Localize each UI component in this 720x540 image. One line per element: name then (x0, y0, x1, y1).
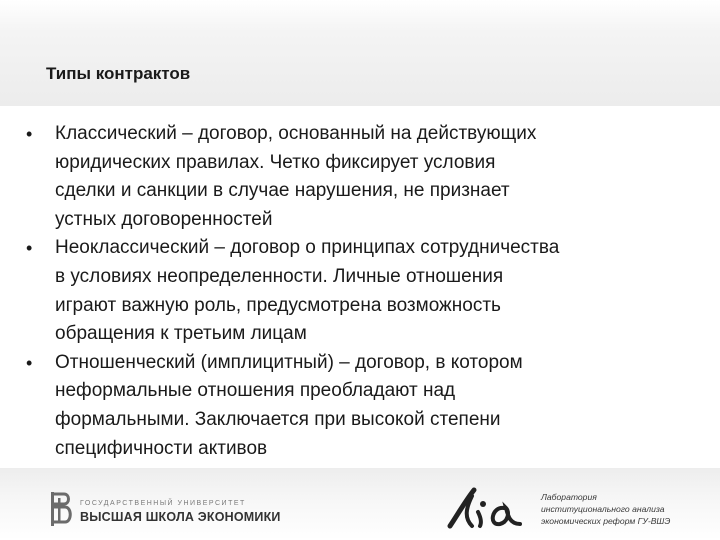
bullet-line: сделки и санкции в случае нарушения, не признает (55, 180, 510, 202)
bullet-list (22, 120, 692, 463)
bullet-item-relational (22, 349, 692, 463)
bullet-line: обращения к третьим лицам (55, 323, 307, 345)
bullet-line: специфичности активов (55, 437, 268, 459)
lab-line: экономических реформ ГУ-ВШЭ (541, 516, 671, 526)
slide-title: Типы контрактов (46, 64, 191, 83)
lab-line: институционального анализа (541, 504, 665, 514)
hse-emblem-icon (51, 492, 73, 526)
university-line2: ВЫСШАЯ ШКОЛА ЭКОНОМИКИ (80, 510, 281, 524)
bullet-line: устных договоренностей (55, 208, 273, 230)
bullet-dot-icon: • (26, 124, 33, 144)
bullet-item-classical (22, 120, 692, 234)
bullet-line: неформальные отношения преобладают над (55, 380, 456, 402)
bullet-item-neoclassical (22, 234, 692, 348)
bullet-line: юридических правилах. Четко фиксирует условия (55, 151, 496, 173)
bullet-line: Отношенческий (имплицитный) – договор, в котором (55, 351, 523, 373)
bullet-dot-icon: • (26, 352, 33, 373)
header-band (0, 0, 720, 106)
ia-monogram-icon (444, 486, 528, 530)
bullet-line: в условиях неопределенности. Личные отношения (55, 265, 504, 287)
bullet-line: Неоклассический – договор о принципах сотрудничества (55, 237, 560, 259)
bullet-line: играют важную роль, предусмотрена возможность (55, 294, 501, 316)
lab-name (541, 491, 670, 527)
university-line1: ГОСУДАРСТВЕННЫЙ УНИВЕРСИТЕТ (80, 500, 246, 507)
bullet-dot-icon: • (26, 238, 33, 259)
bullet-line: формальными. Заключается при высокой степени (55, 408, 501, 430)
bullet-line: Классический – договор, основанный на действующих (55, 123, 537, 144)
lab-line: Лаборатория (541, 492, 597, 502)
